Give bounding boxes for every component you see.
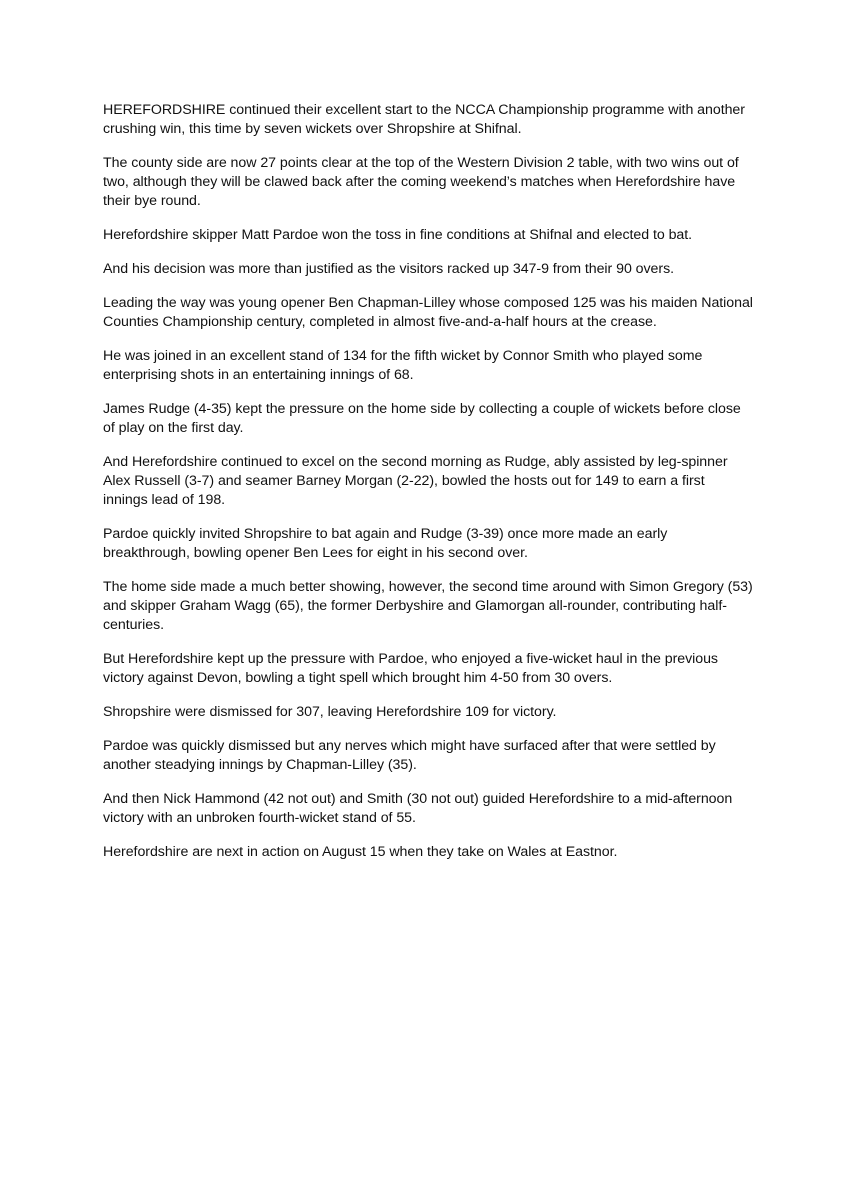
- paragraph-3: Herefordshire skipper Matt Pardoe won the toss in fine conditions at Shifnal and elected to bat.: [103, 227, 693, 243]
- document-page: [103, 101, 753, 877]
- paragraph-4: And his decision was more than justified as the visitors racked up 347-9 from their 90 overs.: [103, 261, 675, 277]
- paragraph-11: But Herefordshire kept up the pressure with Pardoe, who enjoyed a five-wicket haul in the previous victory against Devon, bowling a tight spell which brought him 4-50 from 30 overs.: [103, 651, 718, 686]
- paragraph-7: James Rudge (4-35) kept the pressure on the home side by collecting a couple of wickets before close of play on the first day.: [103, 401, 741, 436]
- paragraph-1: HEREFORDSHIRE continued their excellent start to the NCCA Championship programme with another crushing win, this time by seven wickets over Shropshire at Shifnal.: [103, 102, 745, 137]
- paragraph-6: He was joined in an excellent stand of 134 for the fifth wicket by Connor Smith who played some enterprising shots in an entertaining innings of 68.: [103, 348, 703, 383]
- paragraph-13: Pardoe was quickly dismissed but any nerves which might have surfaced after that were settled by another steadying innings by Chapman-Lilley (35).: [103, 738, 716, 773]
- paragraph-5: Leading the way was young opener Ben Chapman-Lilley whose composed 125 was his maiden National Counties Championship century, completed in almost five-and-a-half hours at the crease.: [103, 295, 753, 330]
- paragraph-14: And then Nick Hammond (42 not out) and Smith (30 not out) guided Herefordshire to a mid-afternoon victory with an unbroken fourth-wicket stand of 55.: [103, 791, 733, 826]
- paragraph-10: The home side made a much better showing, however, the second time around with Simon Gregory (53) and skipper Graham Wagg (65), the former Derbyshire and Glamorgan all-rounder, contributing half-centuries.: [103, 579, 753, 633]
- paragraph-15: Herefordshire are next in action on August 15 when they take on Wales at Eastnor.: [103, 844, 618, 860]
- paragraph-9: Pardoe quickly invited Shropshire to bat again and Rudge (3-39) once more made an early breakthrough, bowling opener Ben Lees for eight in his second over.: [103, 526, 668, 561]
- paragraph-2: The county side are now 27 points clear at the top of the Western Division 2 table, with two wins out of two, although they will be clawed back after the coming weekend’s matches when Herefordshire have their bye round.: [103, 155, 739, 209]
- paragraph-8: And Herefordshire continued to excel on the second morning as Rudge, ably assisted by leg-spinner Alex Russell (3-7) and seamer Barney Morgan (2-22), bowled the hosts out for 149 to earn a first innings lead of 198.: [103, 454, 728, 508]
- paragraph-12: Shropshire were dismissed for 307, leaving Herefordshire 109 for victory.: [103, 704, 557, 720]
